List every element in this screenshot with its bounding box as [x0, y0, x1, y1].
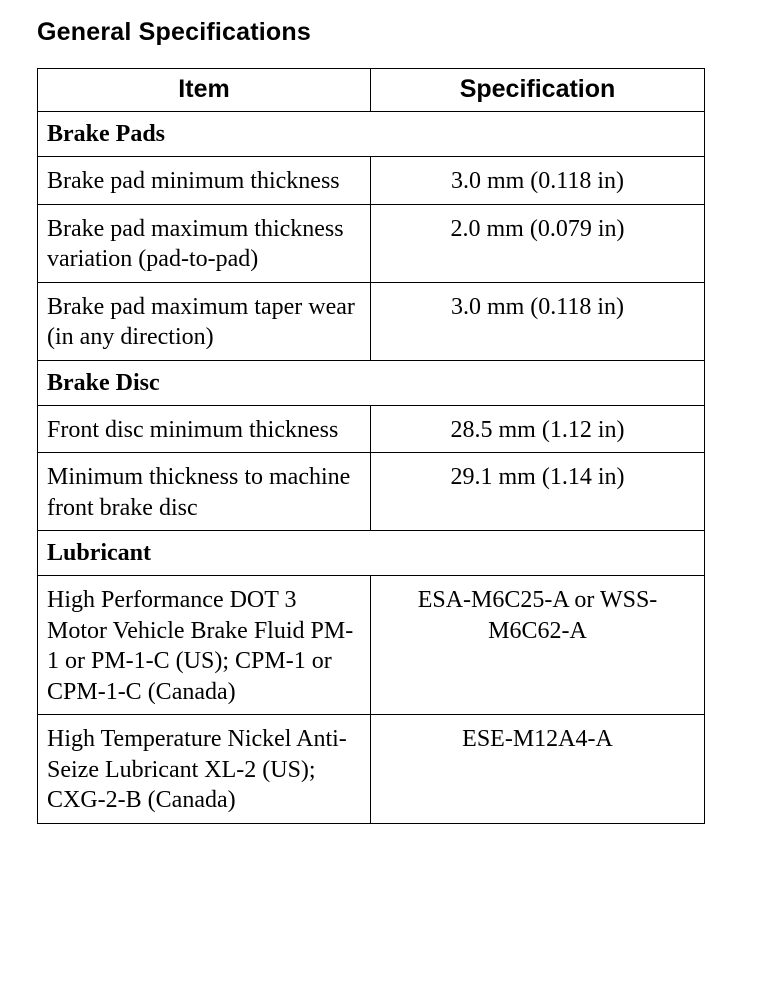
table-row — [38, 204, 705, 282]
table-row — [38, 453, 705, 531]
section-row-lubricant — [38, 531, 705, 576]
spec-cell: 29.1 mm (1.14 in) — [371, 453, 705, 531]
spec-cell: ESE-M12A4-A — [371, 715, 705, 824]
spec-cell: 28.5 mm (1.12 in) — [371, 405, 705, 453]
table-header-row — [38, 69, 705, 112]
spec-cell: 3.0 mm (0.118 in) — [371, 282, 705, 360]
item-cell: High Temperature Nickel Anti-Seize Lubricant XL-2 (US); CXG-2-B (Canada) — [38, 715, 371, 824]
section-row-brake-disc — [38, 360, 705, 405]
spec-cell: 2.0 mm (0.079 in) — [371, 204, 705, 282]
column-header-specification: Specification — [371, 69, 705, 112]
table-row — [38, 282, 705, 360]
item-cell: High Performance DOT 3 Motor Vehicle Brake Fluid PM-1 or PM-1-C (US); CPM-1 or CPM-1-C (Canada) — [38, 576, 371, 715]
table-row — [38, 157, 705, 205]
spec-cell: ESA-M6C25-A or WSS-M6C62-A — [371, 576, 705, 715]
specifications-table — [37, 68, 705, 824]
section-label: Brake Pads — [38, 112, 705, 157]
table-row — [38, 715, 705, 824]
column-header-item: Item — [38, 69, 371, 112]
item-cell: Brake pad minimum thickness — [38, 157, 371, 205]
item-cell: Front disc minimum thickness — [38, 405, 371, 453]
item-cell: Brake pad maximum thickness variation (pad-to-pad) — [38, 204, 371, 282]
page-title: General Specifications — [37, 18, 311, 46]
section-row-brake-pads — [38, 112, 705, 157]
section-label: Lubricant — [38, 531, 705, 576]
item-cell: Minimum thickness to machine front brake disc — [38, 453, 371, 531]
section-label: Brake Disc — [38, 360, 705, 405]
table-row — [38, 405, 705, 453]
spec-cell: 3.0 mm (0.118 in) — [371, 157, 705, 205]
item-cell: Brake pad maximum taper wear (in any direction) — [38, 282, 371, 360]
table-row — [38, 576, 705, 715]
